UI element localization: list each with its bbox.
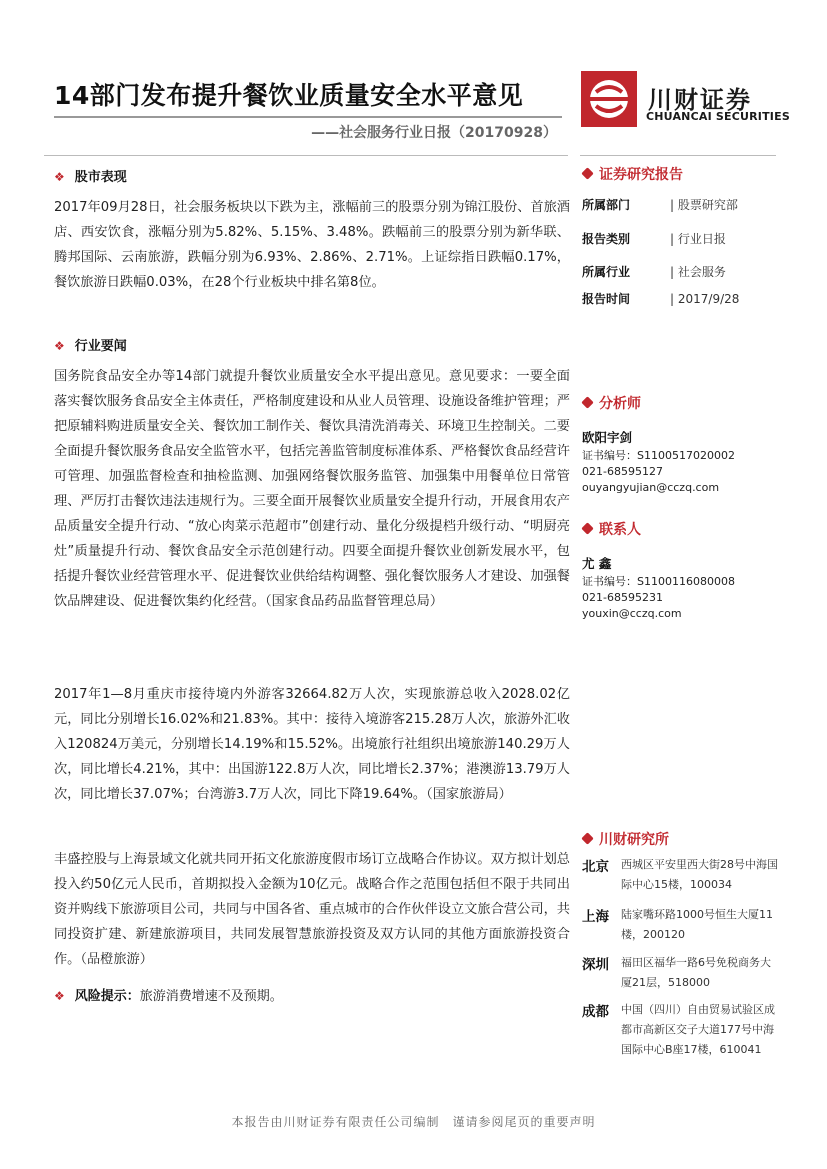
market-paragraph: 2017年09月28日，社会服务板块以下跌为主，涨幅前三的股票分别为锦江股份、首旅酒店、西安饮食，涨幅分别为5.82%、5.15%、3.48%。跌幅前三的股票分别为新华联、腾邦国际、云南旅游，跌幅分别为6.93%、2.86%、2.71%。上证综指日跌幅0.17%，餐饮旅游日跌幅0.03%，在28个行业板块中排名第8位。 (54, 200, 570, 290)
meta-row-industry: 所属行业 | 社会服务 (582, 265, 726, 279)
brand-name-en: CHUANCAI SECURITIES (646, 110, 790, 123)
brand-name-cn: 川财证券 (648, 86, 752, 114)
contact-name: 尤 鑫 (582, 556, 612, 571)
title-divider (54, 116, 562, 118)
section-heading-market: ❖ 股市表现 (54, 170, 127, 185)
sidebar-heading-institute: 川财研究所 (582, 829, 669, 849)
meta-row-date: 报告时间 | 2017/9/28 (582, 292, 740, 306)
sidebar-heading-analyst: 分析师 (582, 393, 641, 413)
sidebar-heading-report: 证券研究报告 (582, 164, 683, 184)
square-bullet-icon (581, 396, 593, 408)
news-paragraph-3: 丰盛控股与上海景域文化就共同开拓文化旅游度假市场订立战略合作协议。双方拟计划总投入约50亿元人民币，首期拟投入金额为10亿元。战略合作之范围包括但不限于共同出资并购线下旅游项目公司，共同与中国各省、重点城市的合作伙伴设立文旅合营公司，共同投资扩建、新建旅游项目，共同发展智慧旅游投资及双方认同的其他方面旅游投资合作。（品橙旅游） (54, 852, 570, 967)
news-paragraph-2: 2017年1—8月重庆市接待境内外游客32664.82万人次，实现旅游总收入2028.02亿元，同比分别增长16.02%和21.83%。其中：接待入境游客215.28万人次，旅游外汇收入120824万美元，分别增长14.19%和15.52%。出境旅行社组织出境旅游140.29万人次，同比增长4.21%，其中：出国游122.8万人次，同比增长2.37%；港澳游13.79万人次，同比增长37.07%；台湾游3.7万人次，同比下降19.64%。（国家旅游局） (54, 687, 570, 802)
analyst-phone: 021-68595127 (582, 465, 663, 478)
meta-row-department: 所属部门 | 股票研究部 (582, 198, 738, 212)
square-bullet-icon (581, 167, 593, 179)
contact-card (582, 556, 735, 622)
main-column-divider (44, 155, 568, 156)
section-heading-news: ❖ 行业要闻 (54, 339, 127, 354)
diamond-bullet-icon: ❖ (54, 339, 65, 353)
contact-cert: 证书编号：S1100116080008 (582, 575, 735, 588)
meta-row-category: 报告类别 | 行业日报 (582, 232, 726, 246)
report-subtitle: ——社会服务行业日报（20170928） (311, 125, 557, 141)
risk-text: 旅游消费增速不及预期。 (139, 989, 283, 1004)
square-bullet-icon (581, 832, 593, 844)
analyst-name: 欧阳宇剑 (582, 430, 633, 445)
risk-notice: ❖ 风险提示：旅游消费增速不及预期。 (54, 989, 283, 1004)
analyst-cert: 证书编号：S1100517020002 (582, 449, 735, 462)
footer-disclaimer: 本报告由川财证券有限责任公司编制 谨请参阅尾页的重要声明 (231, 1115, 596, 1129)
diamond-bullet-icon: ❖ (54, 989, 65, 1003)
report-title: 14部门发布提升餐饮业质量安全水平意见 (54, 81, 524, 110)
diamond-bullet-icon: ❖ (54, 170, 65, 184)
contact-phone: 021-68595231 (582, 591, 663, 604)
analyst-email[interactable]: ouyangyujian@cczq.com (582, 481, 720, 494)
sidebar-heading-contact: 联系人 (582, 519, 641, 539)
square-bullet-icon (581, 522, 593, 534)
news-paragraph-1: 国务院食品安全办等14部门就提升餐饮业质量安全水平提出意见。意见要求：一要全面落实餐饮服务食品安全主体责任，严格制度建设和从业人员管理、设施设备维护管理；严把原辅料购进质量安全关、餐饮加工制作关、餐饮具清洗消毒关、环境卫生控制关。二要全面提升餐饮服务食品安全监管水平，包括完善监管制度标准体系、严格餐饮食品经营许可管理、加强监督检查和抽检监测、加强网络餐饮服务监管、加强集中用餐单位日常管理、严厉打击餐饮违法违规行为。三要全面开展餐饮业质量安全提升行动，开展食用农产品质量安全提升行动、“放心肉菜示范超市”创建行动、量化分级提档升级行动、“明厨亮灶”质量提升行动、餐饮食品安全示范创建行动。四要全面提升餐饮业创新发展水平，包括提升餐饮业经营管理水平、促进餐饮业供给结构调整、强化餐饮服务人才建设、加强餐饮品牌建设、促进餐饮集约化经营。（国家食品药品监督管理总局） (54, 369, 570, 609)
analyst-card (582, 430, 735, 496)
contact-email[interactable]: youxin@cczq.com (582, 607, 682, 620)
sidebar-divider (580, 155, 776, 156)
chuancai-logo-icon (580, 70, 638, 128)
